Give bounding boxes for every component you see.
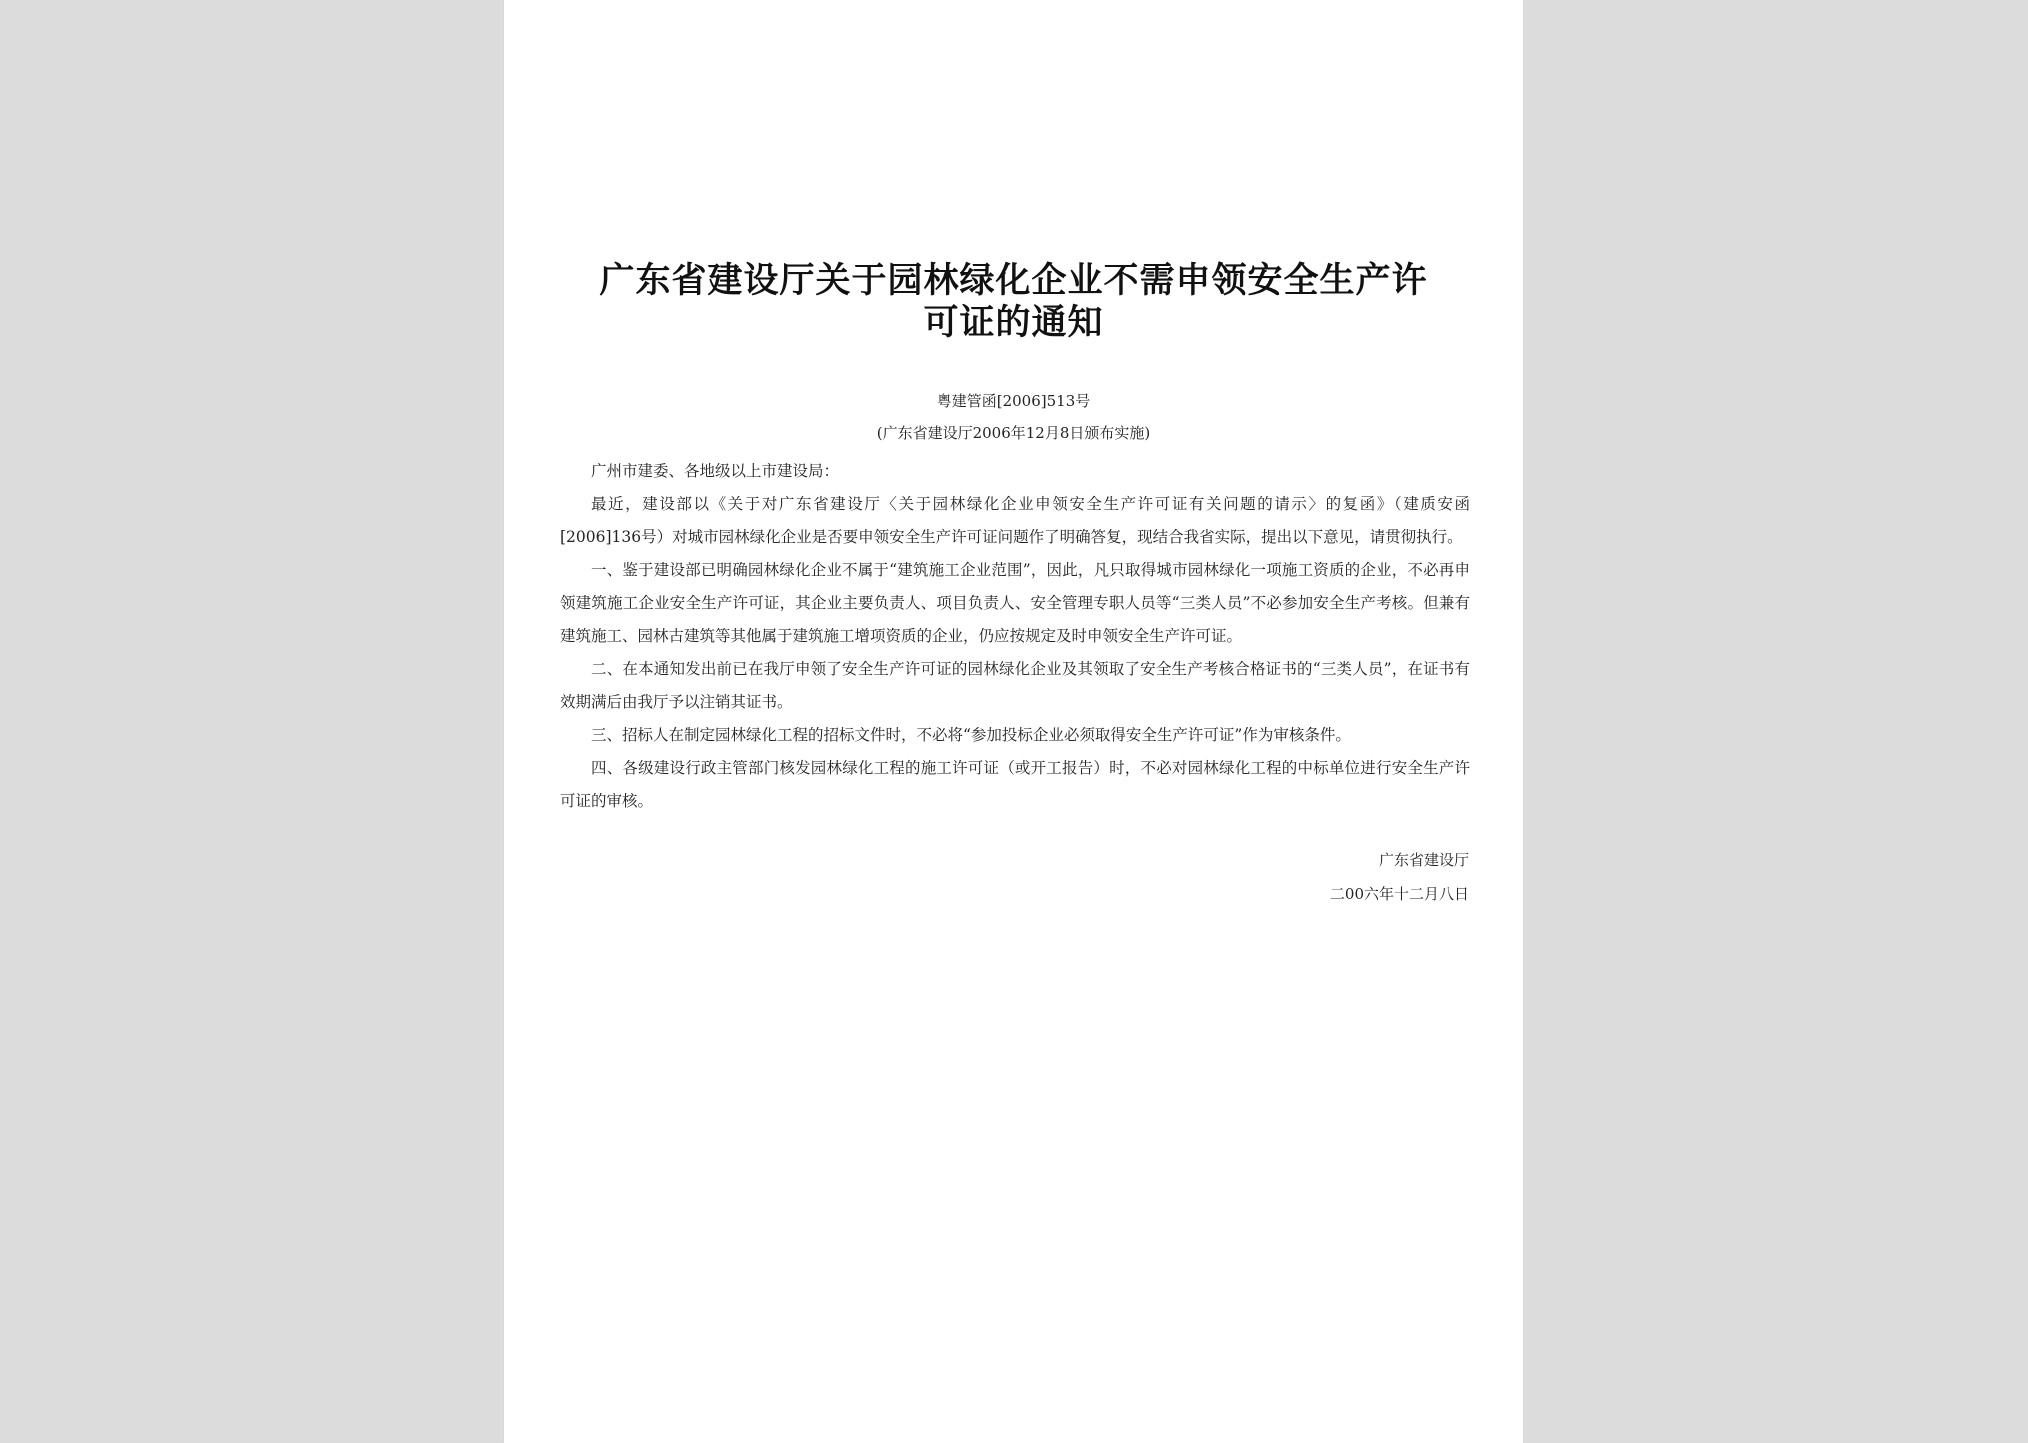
paragraph-item-4: 四、各级建设行政主管部门核发园林绿化工程的施工许可证（或开工报告）时，不必对园林绿化工程的中标单位进行安全生产许可证的审核。: [560, 759, 1470, 810]
issued-note: (广东省建设厅2006年12月8日颁布实施): [876, 424, 1151, 442]
signature-organization: 广东省建设厅: [1378, 851, 1469, 869]
paragraph-item-1: 一、鉴于建设部已明确园林绿化企业不属于“建筑施工企业范围”，因此，凡只取得城市园林绿化一项施工资质的企业，不必再申领建筑施工企业安全生产许可证，其企业主要负责人、项目负责人、安全管理专职人员等“三类人员”不必参加安全生产考核。但兼有建筑施工、园林古建筑等其他属于建筑施工增项资质的企业，仍应按规定及时申领安全生产许可证。: [560, 561, 1470, 645]
document-title: [504, 260, 1523, 344]
addressee: 广州市建委、各地级以上市建设局：: [591, 462, 840, 480]
paragraph-item-2: 二、在本通知发出前已在我厅申领了安全生产许可证的园林绿化企业及其领取了安全生产考核合格证书的“三类人员”，在证书有效期满后由我厅予以注销其证书。: [560, 660, 1470, 711]
document-number: 粤建管函[2006]513号: [936, 392, 1091, 410]
signature-date: 二00六年十二月八日: [1329, 885, 1469, 903]
paragraph-item-3: 三、招标人在制定园林绿化工程的招标文件时，不必将“参加投标企业必须取得安全生产许可证”作为审核条件。: [591, 726, 1351, 744]
title-line-2: 可证的通知: [923, 302, 1104, 343]
document-page: [504, 0, 1523, 1443]
title-line-1: 广东省建设厅关于园林绿化企业不需申领安全生产许: [599, 260, 1428, 301]
document-body: [560, 455, 1470, 818]
paragraph-intro: 最近，建设部以《关于对广东省建设厅〈关于园林绿化企业申领安全生产许可证有关问题的请示〉的复函》（建质安函[2006]136号）对城市园林绿化企业是否要申领安全生产许可证问题作了明确答复，现结合我省实际，提出以下意见，请贯彻执行。: [560, 495, 1470, 546]
